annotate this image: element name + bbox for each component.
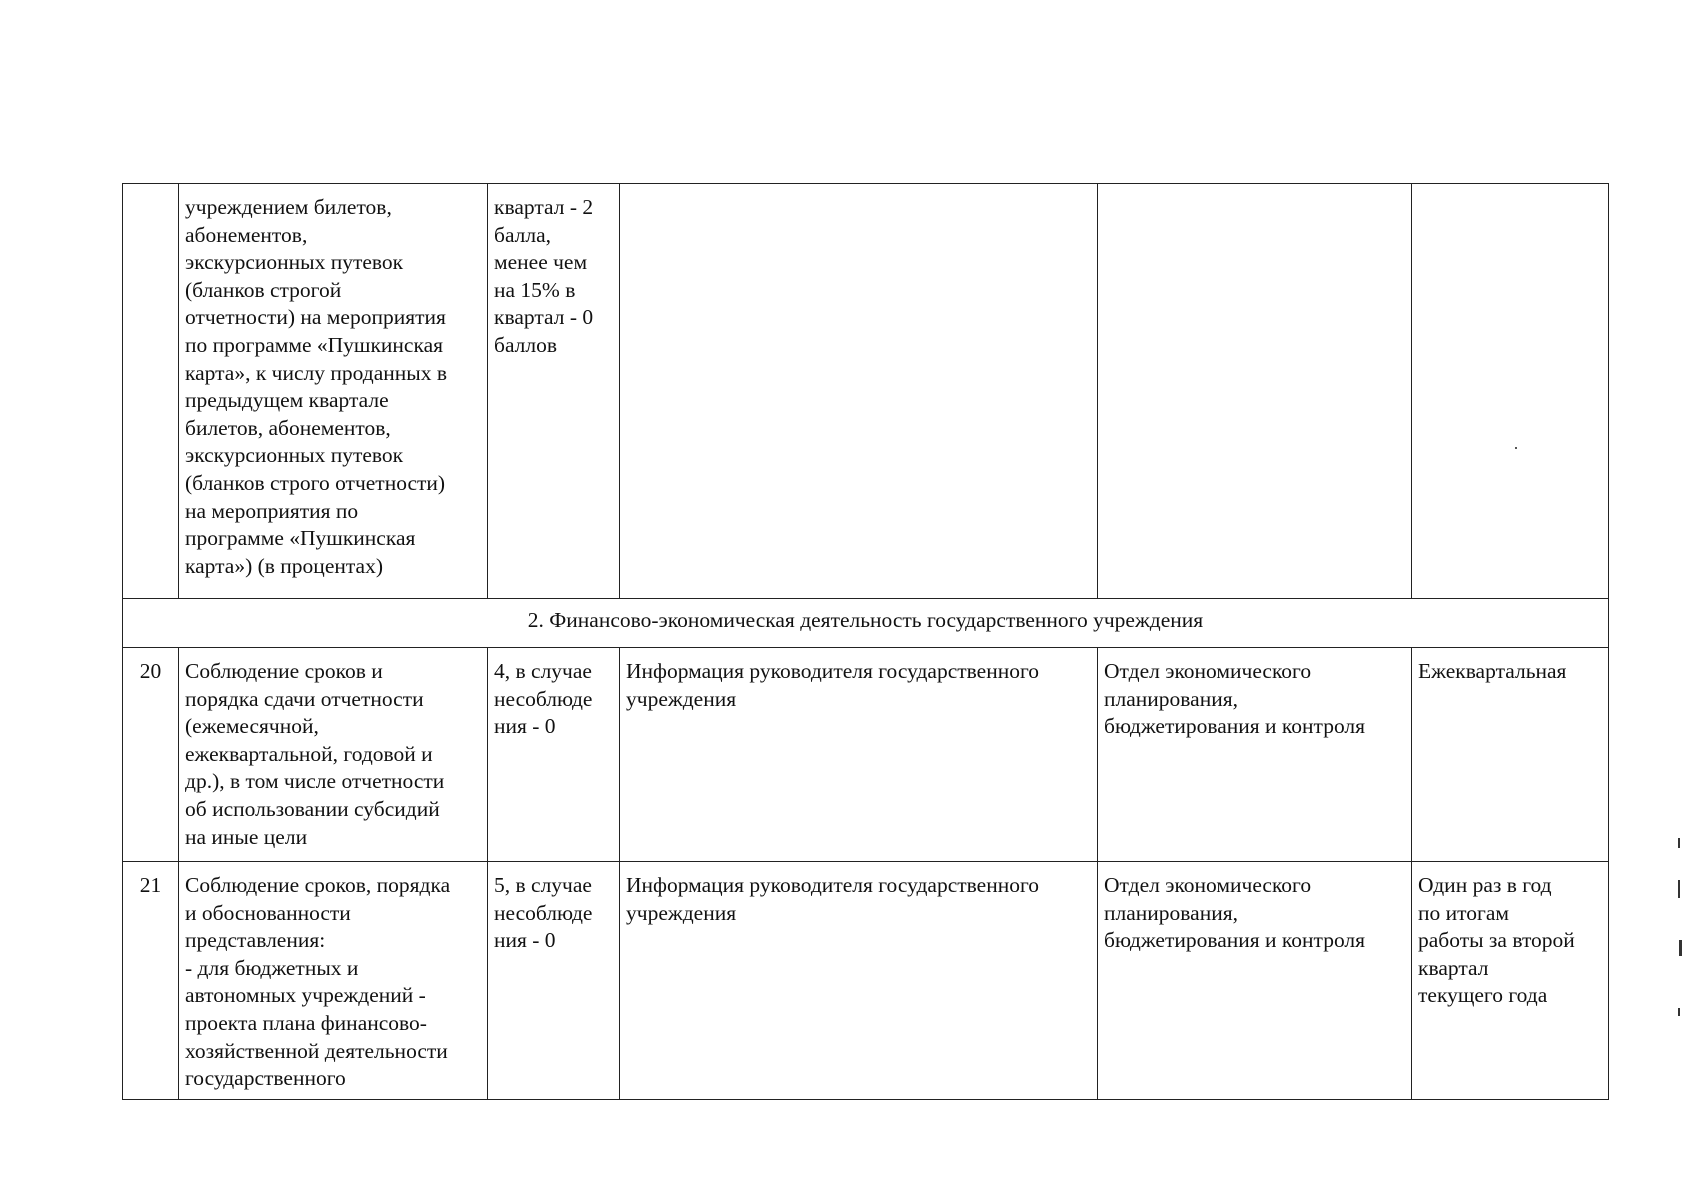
cell-frequency	[1412, 184, 1609, 599]
table-section-row	[123, 599, 1609, 648]
cell-responsible	[1098, 184, 1412, 599]
table-row	[123, 862, 1609, 1100]
scan-edge-mark	[1678, 880, 1680, 898]
cell-responsible: Отдел экономического планирования, бюджетирования и контроля	[1098, 862, 1412, 1100]
cell-source	[620, 184, 1098, 599]
scan-edge-mark	[1678, 1008, 1680, 1016]
cell-number: 21	[123, 862, 179, 1100]
cell-source: Информация руководителя государственного учреждения	[620, 648, 1098, 862]
cell-frequency: Ежеквартальная	[1412, 648, 1609, 862]
cell-points: 5, в случае несоблюде ния - 0	[488, 862, 620, 1100]
cell-responsible: Отдел экономического планирования, бюджетирования и контроля	[1098, 648, 1412, 862]
cell-number: 20	[123, 648, 179, 862]
scan-edge-mark	[1678, 838, 1680, 848]
table-row-continued	[123, 184, 1609, 599]
criteria-table	[122, 183, 1609, 1100]
cell-frequency: Один раз в год по итогам работы за второй квартал текущего года	[1412, 862, 1609, 1100]
table-row	[123, 648, 1609, 862]
cell-points: 4, в случае несоблюде ния - 0	[488, 648, 620, 862]
cell-indicator: Соблюдение сроков, порядка и обоснованности представления: - для бюджетных и автономных учреждений - проекта плана финансово- хозяйственной деятельности государственного	[179, 862, 488, 1100]
scan-speck	[1515, 447, 1517, 449]
cell-number	[123, 184, 179, 599]
cell-points: квартал - 2 балла, менее чем на 15% в квартал - 0 баллов	[488, 184, 620, 599]
cell-source: Информация руководителя государственного учреждения	[620, 862, 1098, 1100]
cell-indicator: учреждением билетов, абонементов, экскурсионных путевок (бланков строгой отчетности) на мероприятия по программе «Пушкинская карта», к числу проданных в предыдущем квартале билетов, абонементов, экскурсионных путевок (бланков строго отчетности) на мероприятия по программе «Пушкинская карта») (в процентах)	[179, 184, 488, 599]
cell-indicator: Соблюдение сроков и порядка сдачи отчетности (ежемесячной, ежеквартальной, годовой и др.), в том числе отчетности об использовании субсидий на иные цели	[179, 648, 488, 862]
scan-edge-mark	[1679, 940, 1682, 956]
section-title: 2. Финансово-экономическая деятельность государственного учреждения	[123, 599, 1609, 648]
